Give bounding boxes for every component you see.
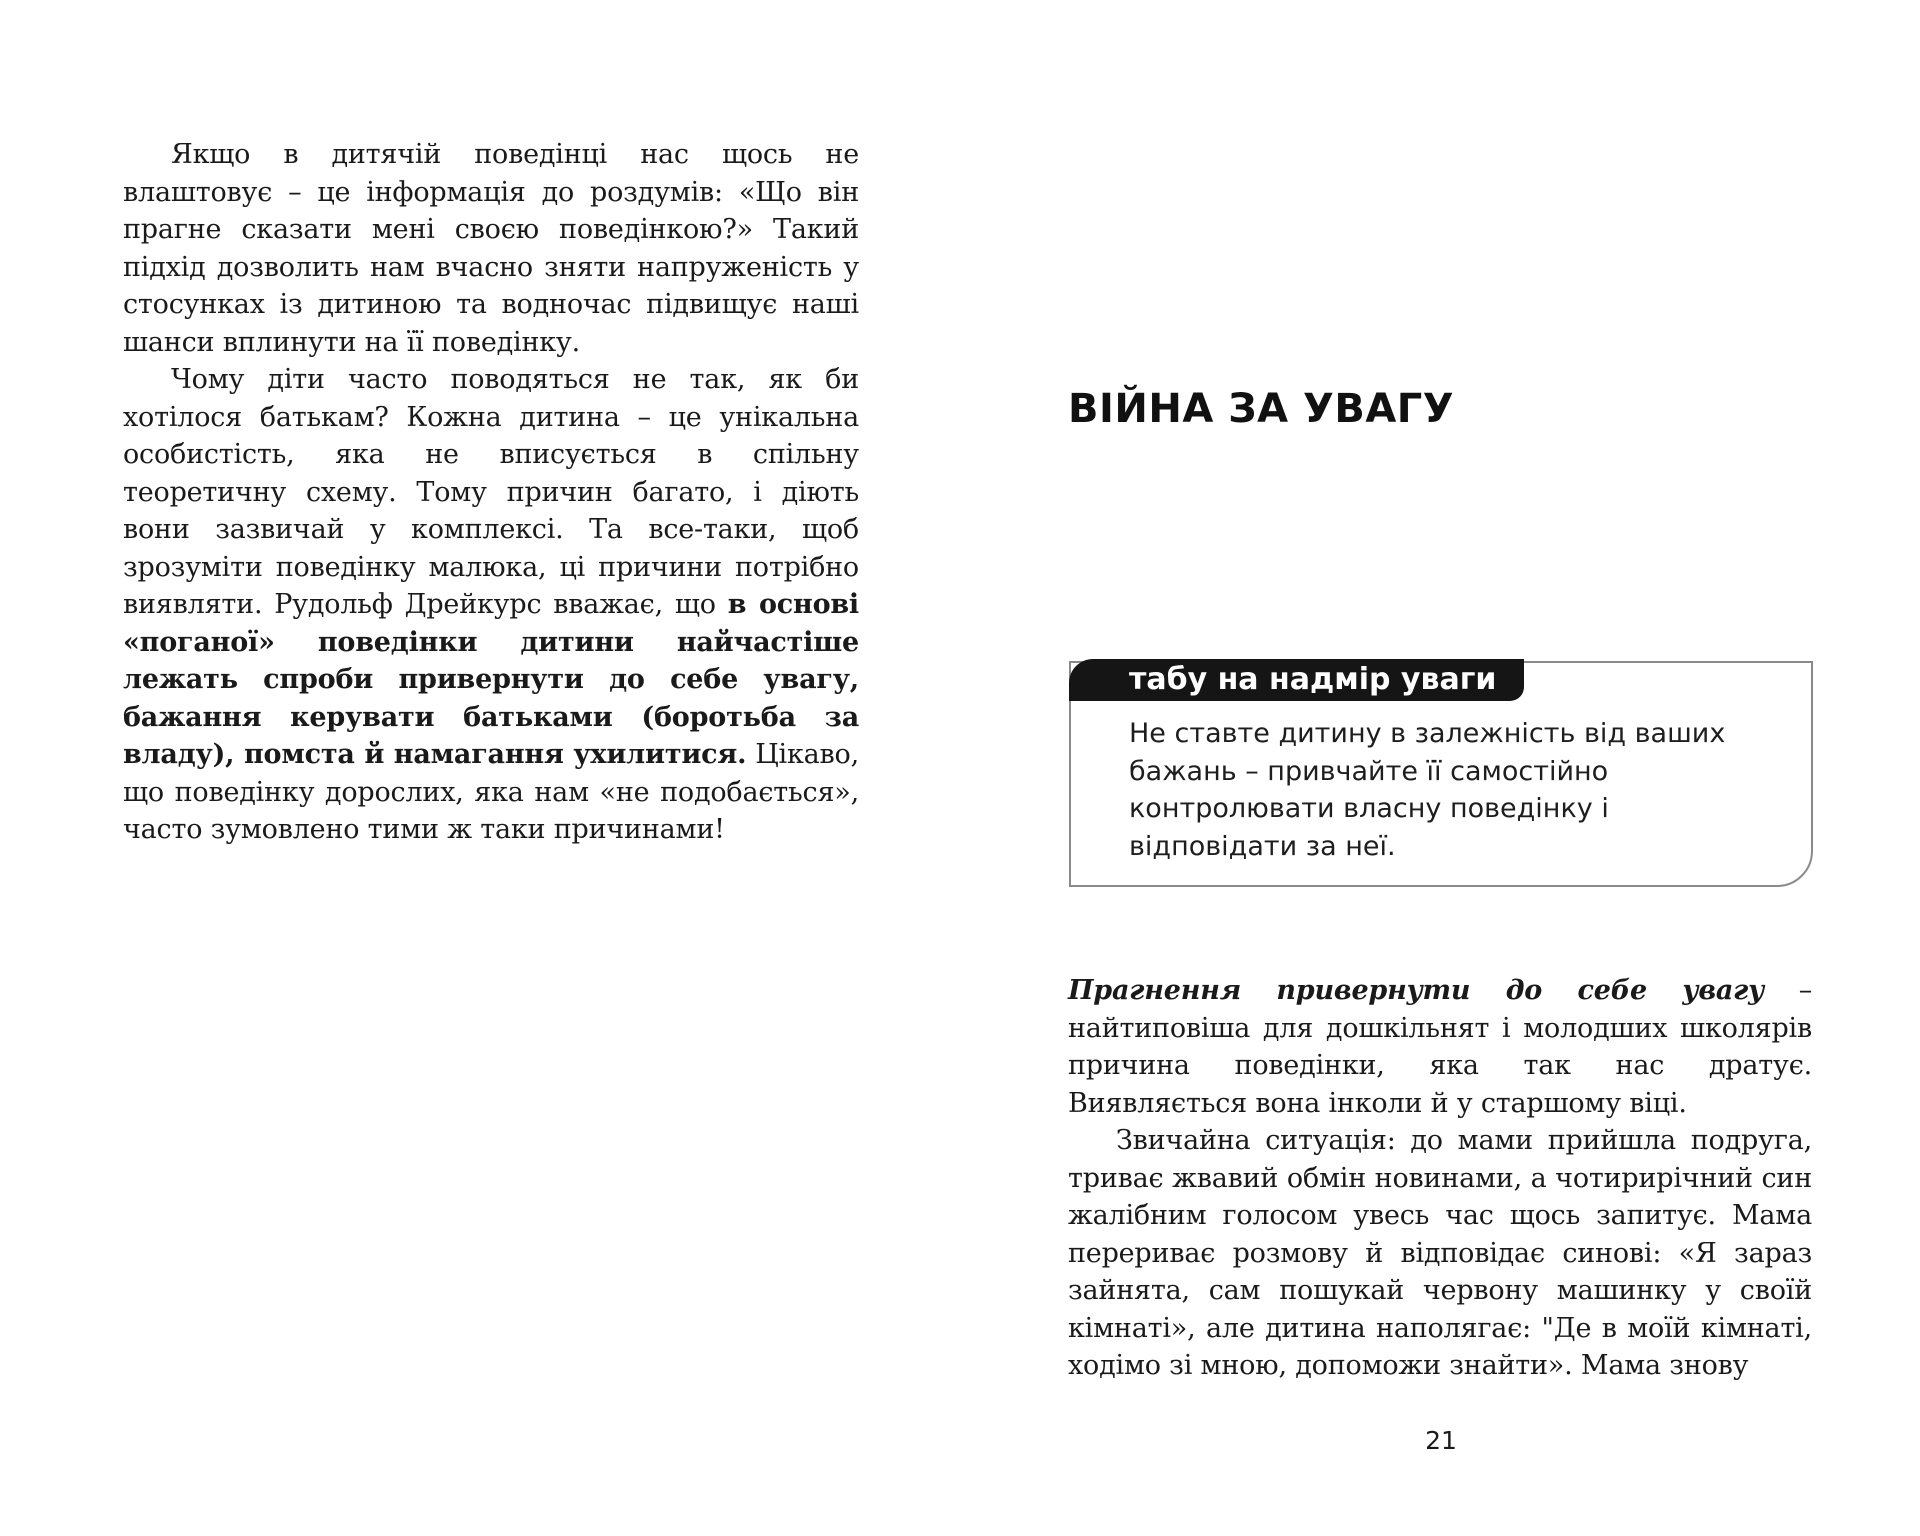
left-paragraph-2-start: Чому діти часто поводяться не так, як би хотілося батькам? Кожна дитина – це унікальна особистість, яка не вписується в спільну теоретичну схему. Тому причин багато, і діють вони зазвичай у комплексі. Та все-таки, щоб зрозуміти поведінку малюка, ці причини потрібно виявляти. Рудольф Дрейкурс вважає, що bbox=[123, 364, 859, 620]
right-paragraph-1-lead: Прагнення привернути до себе увагу bbox=[1068, 975, 1765, 1006]
right-text-column bbox=[1068, 972, 1812, 1385]
right-paragraph-2-text: Звичайна ситуація: до мами прийшла подруга, триває жвавий обмін новинами, а чотирирічний син жалібним голосом увесь час щось запитує. Мама перериває розмову й відповідає синові: «Я зараз зайнята, сам пошукай червону машинку у своїй кімнаті», але дитина наполягає: "Де в моїй кімнаті, ходімо зі мною, допоможи знайти». Мама знову bbox=[1068, 1125, 1812, 1381]
tip-box bbox=[1069, 661, 1813, 887]
left-text-column bbox=[123, 136, 859, 849]
left-paragraph-2 bbox=[123, 361, 859, 849]
tip-label: табу на надмір уваги bbox=[1069, 659, 1524, 701]
right-page bbox=[960, 0, 1920, 1536]
left-paragraph-2-bold: в основі «поганої» поведінки дитини найчастіше лежать спроби привернути до себе увагу, бажання керувати батьками (боротьба за владу), помста й намагання ухилитися. bbox=[123, 589, 859, 770]
right-paragraph-2 bbox=[1068, 1122, 1812, 1385]
left-paragraph-1 bbox=[123, 136, 859, 361]
right-paragraph-1-rest: – найтиповіша для дошкільнят і молодших школярів причина поведінки, яка так нас дратує. Виявляється вона інколи й у старшому віці. bbox=[1068, 975, 1813, 1119]
right-paragraph-1 bbox=[1068, 972, 1812, 1122]
tip-text: Не ставте дитину в залежність від ваших бажань – привчайте її самостійно контролювати власну поведінку і відповідати за неї. bbox=[1129, 718, 1726, 862]
chapter-title: ВІЙНА ЗА УВАГУ bbox=[1068, 386, 1455, 432]
left-paragraph-1-text: Якщо в дитячій поведінці нас щось не влаштовує – це інформація до роздумів: «Що він прагне сказати мені своєю поведінкою?» Такий підхід дозволить нам вчасно зняти напруженість у стосунках із дитиною та водночас підвищує наші шанси вплинути на її поведінку. bbox=[123, 139, 859, 358]
page-number: 21 bbox=[1425, 1426, 1457, 1455]
left-paragraph-2-end: Цікаво, що поведінку дорослих, яка нам «не подобається», часто зумовлено тими ж таки причинами! bbox=[123, 739, 859, 845]
